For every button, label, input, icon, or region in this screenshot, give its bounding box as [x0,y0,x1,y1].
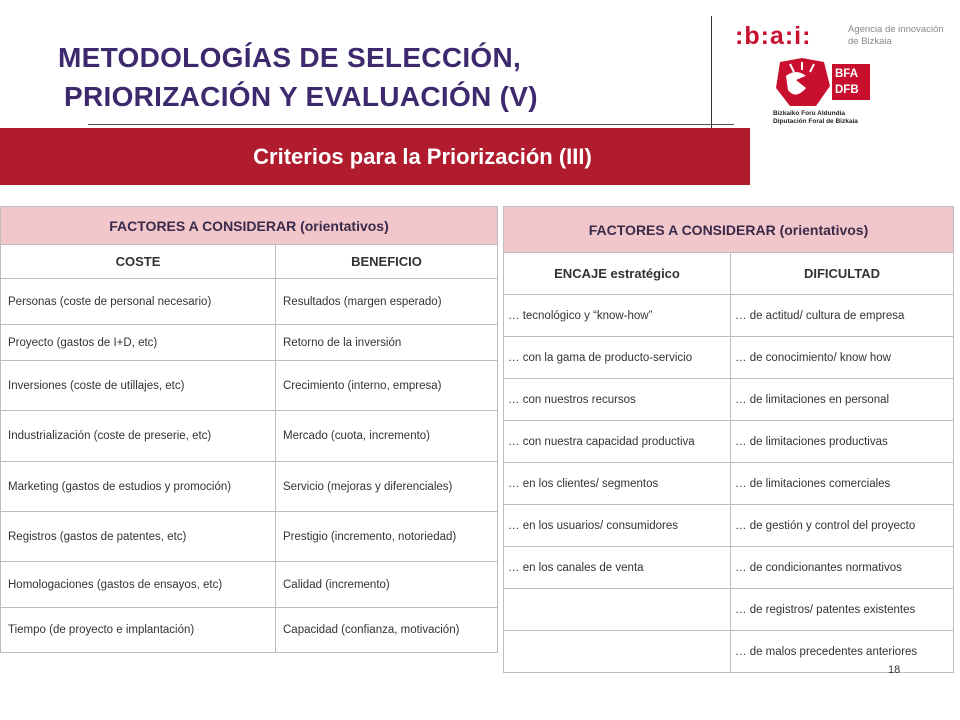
bai-logo [735,22,845,50]
table-cell: Proyecto (gastos de I+D, etc) [1,325,276,361]
bfa-badge [832,64,870,100]
bai-logo-text: :b:a:i: [735,22,812,50]
cost-benefit-table [0,206,498,653]
strategic-fit-difficulty-table [503,206,954,673]
bfa-caption [773,110,858,126]
table-header: FACTORES A CONSIDERAR (orientativos) [504,207,954,253]
table-row [504,463,954,505]
table-cell: Resultados (margen esperado) [276,279,498,325]
table-row [1,512,498,562]
bfa-caption-line1: Bizkaiko Foru Aldundia [773,110,845,117]
table-cell: … de limitaciones comerciales [731,463,954,505]
table-row [504,295,954,337]
table-cell: Retorno de la inversión [276,325,498,361]
table-cell: … en los usuarios/ consumidores [504,505,731,547]
table-cell: Servicio (mejoras y diferenciales) [276,462,498,512]
column-header-encaje: ENCAJE estratégico [504,253,731,295]
title-line-1: METODOLOGÍAS DE SELECCIÓN, [58,42,522,73]
table-cell: Inversiones (coste de utillajes, etc) [1,361,276,411]
column-header-coste: COSTE [1,245,276,279]
table-row [1,562,498,608]
table-cell: … de conocimiento/ know how [731,337,954,379]
table-cell: Capacidad (confianza, motivación) [276,608,498,653]
table-row [1,325,498,361]
table-cell: Prestigio (incremento, notoriedad) [276,512,498,562]
title-line-2: PRIORIZACIÓN Y EVALUACIÓN (V) [64,81,538,112]
section-banner [0,128,750,185]
bai-caption-line1: Agencia de innovación [848,24,944,35]
table-cell: … de actitud/ cultura de empresa [731,295,954,337]
bfa-emblem-icon [772,56,832,108]
table-cell: … con nuestra capacidad productiva [504,421,731,463]
column-header-dificultad: DIFICULTAD [731,253,954,295]
table-row [1,361,498,411]
table-row [504,547,954,589]
banner-title: Criterios para la Priorización (III) [253,144,592,169]
table-row [1,279,498,325]
table-cell: Mercado (cuota, incremento) [276,411,498,462]
table-cell: Personas (coste de personal necesario) [1,279,276,325]
header-vertical-divider [711,16,712,128]
table-cell [504,631,731,673]
table-row [504,631,954,673]
bai-caption [848,24,944,48]
page-number: 18 [888,664,901,676]
table-row [1,411,498,462]
table-cell: Marketing (gastos de estudios y promoción) [1,462,276,512]
table-cell: … con la gama de producto-servicio [504,337,731,379]
table-cell: … en los clientes/ segmentos [504,463,731,505]
bfa-line-1: BFA [835,68,858,80]
table-cell: Registros (gastos de patentes, etc) [1,512,276,562]
table-cell: … de malos precedentes anteriores [731,631,954,673]
table-cell: … en los canales de venta [504,547,731,589]
table-cell: … de gestión y control del proyecto [731,505,954,547]
table-cell: … de condicionantes normativos [731,547,954,589]
table-cell: … tecnológico y “know-how” [504,295,731,337]
table-cell: … con nuestros recursos [504,379,731,421]
table-cell: Industrialización (coste de preserie, etc) [1,411,276,462]
table-cell: … de limitaciones productivas [731,421,954,463]
table-cell: Tiempo (de proyecto e implantación) [1,608,276,653]
table-row [504,337,954,379]
slide-title [58,38,658,116]
table-row [1,608,498,653]
table-header: FACTORES A CONSIDERAR (orientativos) [1,207,498,245]
table-cell: Calidad (incremento) [276,562,498,608]
table-cell [504,589,731,631]
column-header-beneficio: BENEFICIO [276,245,498,279]
table-cell: Homologaciones (gastos de ensayos, etc) [1,562,276,608]
bfa-line-2: DFB [835,84,859,96]
table-cell: Crecimiento (interno, empresa) [276,361,498,411]
bai-caption-line2: de Bizkaia [848,36,892,47]
table-row [504,421,954,463]
header-horizontal-divider [88,124,734,125]
table-row [1,462,498,512]
table-row [504,505,954,547]
table-cell: … de registros/ patentes existentes [731,589,954,631]
table-row [504,589,954,631]
table-row [504,379,954,421]
bfa-caption-line2: Diputación Foral de Bizkaia [773,118,858,125]
table-cell: … de limitaciones en personal [731,379,954,421]
